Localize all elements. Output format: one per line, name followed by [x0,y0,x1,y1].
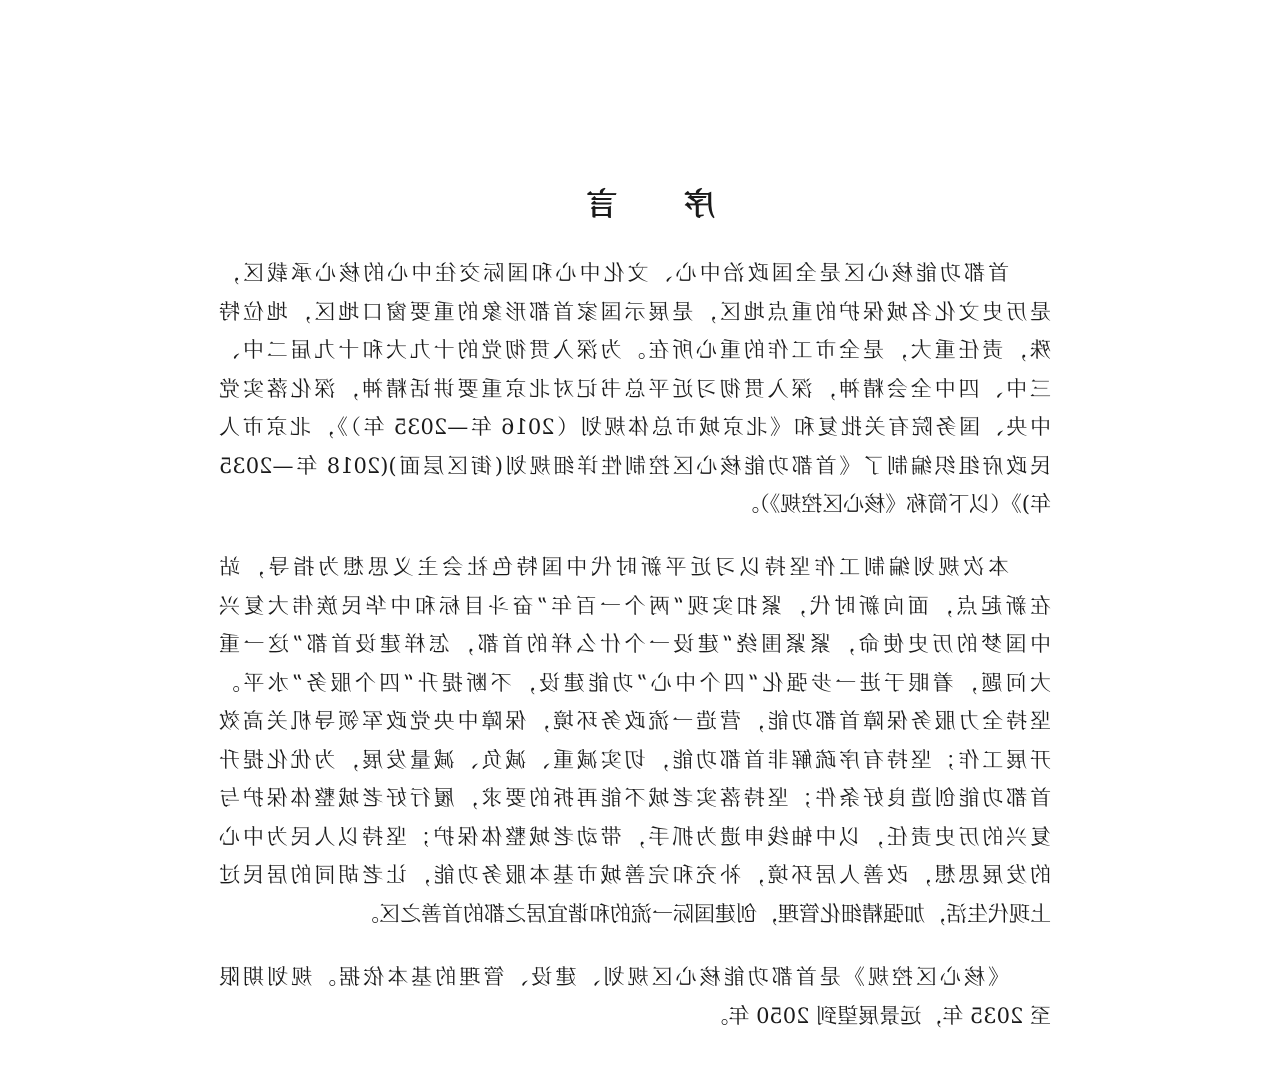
text-line: 首都功能创造良好条件；坚持落实老城不能再拆的要求，履行好老城整体保护与 [219,786,1051,810]
paragraph-1 [219,254,1051,524]
text-line: 年)》（以下简称《核心区控规》）。 [738,492,1051,516]
text-line: 中国梦的历史使命，紧紧围绕“建设一个什么样的首都，怎样建设首都”这一重 [219,632,1051,656]
text-line: 开展工作；坚持有序疏解非首都功能，切实减重、减负、减量发展，为优化提升 [219,747,1051,772]
text-line: 《核心区控规》是首都功能核心区规划、建设、管理的基本依据。规划期限 [219,965,1009,989]
page-title: 序 言 [558,187,715,223]
text-line: 至 2035 年，远景展望到 2050 年。 [707,1003,1051,1028]
text-line: 三中、四中全会精神，深入贯彻习近平总书记对北京重要讲话精神，深化落实党 [219,376,1051,401]
text-line: 复兴的历史责任，以中轴线申遗为抓手，带动老城整体保护；坚持以人民为中心 [219,824,1051,849]
text-line: 中央、国务院有关批复和《北京城市总体规划（2016 年—2035 年）》，北京市人 [219,415,1051,439]
paragraph-3 [219,958,1051,1035]
text-line: 本次规划编制工作坚持以习近平新时代中国特色社会主义思想为指导，站 [219,555,1009,579]
text-line: 在新起点，面向新时代，紧扣实现“两个一百年”奋斗目标和中华民族伟大复兴 [219,593,1051,618]
text-line: 坚持全力服务保障首都功能，营造一流政务环境，保障中央党政军领导机关高效 [219,709,1051,733]
text-line: 殊，责任重大，是全市工作的重心所在。为深入贯彻党的十九大和十九届二中、 [219,338,1051,362]
text-line: 大问题，着眼于进一步强化“四个中心”功能建设，不断提升“四个服务”水平。 [219,670,1051,695]
text-line: 首都功能核心区是全国政治中心、文化中心和国际交往中心的核心承载区， [219,261,1009,285]
text-line: 是历史文化名城保护的重点地区，是展示国家首都形象的重要窗口地区，地位特 [219,299,1051,324]
text-line: 上现代生活，加强精细化管理，创建国际一流的和谐宜居之都的首善之区。 [358,901,1051,926]
text-line: 民政府组织编制了《首都功能核心区控制性详细规划(街区层面)(2018 年—2035 [219,453,1051,478]
paragraph-2 [219,548,1051,933]
text-line: 的发展思想，改善人居环境，补充和完善城市基本服务功能，让老胡同的居民过 [219,863,1051,887]
